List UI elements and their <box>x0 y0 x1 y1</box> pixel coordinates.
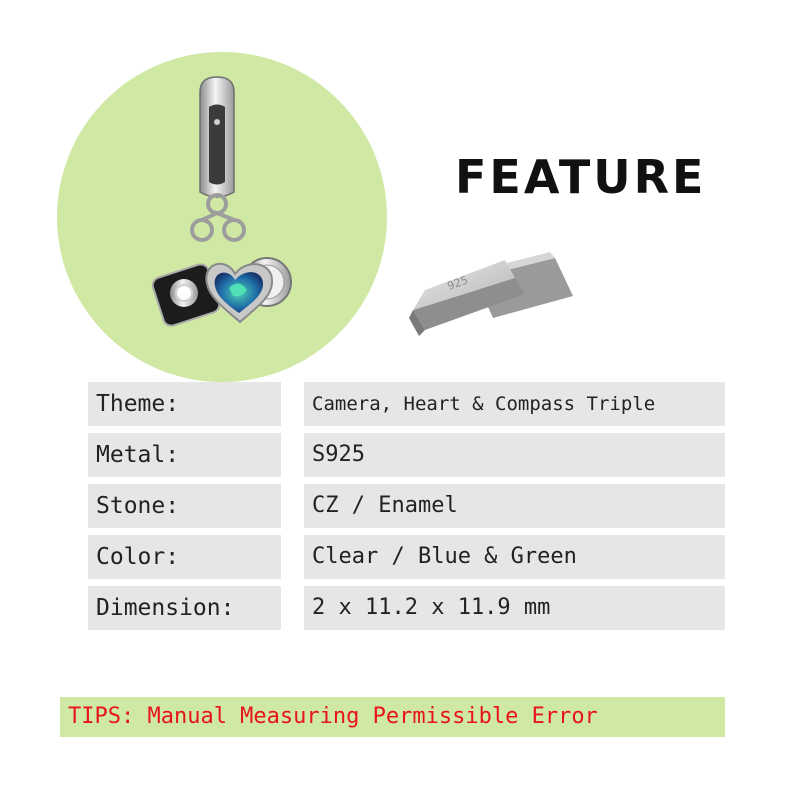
spec-label-metal: Metal: <box>88 433 281 477</box>
spec-value-dimension: 2 x 11.2 x 11.9 mm <box>304 586 725 630</box>
bar-marking: 925 <box>445 273 470 293</box>
spec-value-color: Clear / Blue & Green <box>304 535 725 579</box>
spec-value-stone: CZ / Enamel <box>304 484 725 528</box>
spec-label-color: Color: <box>88 535 281 579</box>
tips-banner <box>60 697 725 737</box>
spec-value-theme: Camera, Heart & Compass Triple <box>304 382 725 426</box>
spec-value-metal: S925 <box>304 433 725 477</box>
silver-bar-icon <box>405 238 575 338</box>
tips-text: TIPS: Manual Measuring Permissible Error <box>68 704 598 729</box>
charm-pendant-image <box>57 52 387 382</box>
spec-label-dimension: Dimension: <box>88 586 281 630</box>
feature-heading: FEATURE <box>455 150 707 204</box>
spec-label-stone: Stone: <box>88 484 281 528</box>
spec-label-theme: Theme: <box>88 382 281 426</box>
